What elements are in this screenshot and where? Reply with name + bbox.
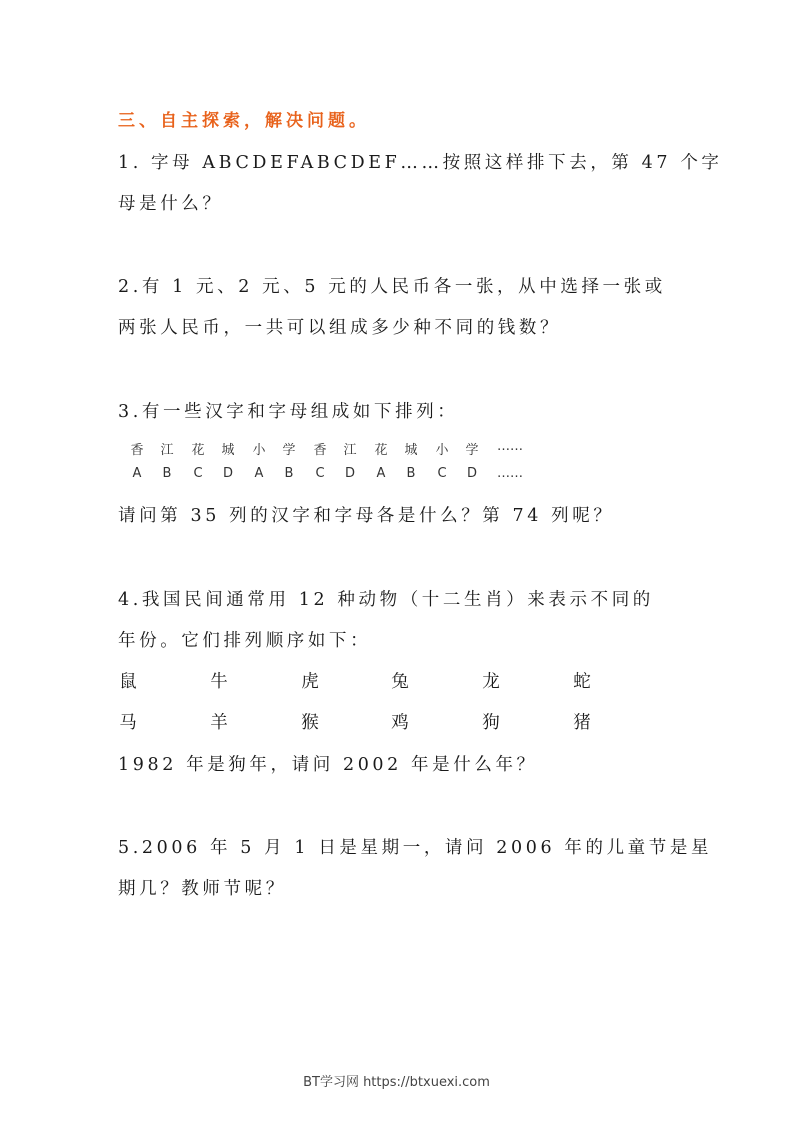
sequence-cell: 江	[160, 443, 174, 458]
question-1-line-2: 母是什么？	[118, 194, 224, 214]
question-3-line-2: 请问第 35 列的汉字和字母各是什么？第 74 列呢？	[118, 506, 615, 526]
sequence-cell: 香	[130, 443, 144, 458]
sequence-cell: A	[132, 466, 142, 481]
question-3-line-1: 3.有一些汉字和字母组成如下排列：	[118, 402, 459, 422]
sequence-cell: 花	[374, 443, 388, 458]
zodiac-animal: 马	[119, 713, 137, 733]
sequence-cell: A	[376, 466, 386, 481]
sequence-cell: 小	[252, 443, 266, 458]
zodiac-animal: 猪	[573, 713, 591, 733]
sequence-cell: B	[406, 466, 416, 481]
sequence-cell: C	[193, 466, 203, 481]
sequence-cell: 学	[465, 443, 479, 458]
sequence-ellipsis: ……	[497, 439, 523, 454]
zodiac-animal: 虎	[301, 672, 319, 692]
sequence-cell: 小	[435, 443, 449, 458]
question-1-line-1: 1. 字母 ABCDEFABCDEF……按照这样排下去，第 47 个字	[118, 153, 723, 173]
zodiac-animal: 鸡	[391, 713, 409, 733]
sequence-cell: D	[222, 466, 234, 481]
sequence-cell: B	[284, 466, 294, 481]
question-4-line-3: 1982 年是狗年，请问 2002 年是什么年？	[118, 755, 538, 775]
sequence-cell: C	[315, 466, 325, 481]
sequence-cell: 香	[313, 443, 327, 458]
zodiac-animal: 兔	[391, 672, 409, 692]
zodiac-animal: 牛	[210, 672, 228, 692]
sequence-cell: 城	[404, 443, 418, 458]
zodiac-animal: 羊	[210, 713, 228, 733]
zodiac-animal: 猴	[301, 713, 319, 733]
zodiac-animal: 狗	[482, 713, 500, 733]
question-2-line-1: 2.有 1 元、2 元、5 元的人民币各一张，从中选择一张或	[118, 277, 666, 297]
question-5-line-2: 期几？教师节呢？	[118, 879, 287, 899]
sequence-cell: 江	[343, 443, 357, 458]
sequence-cell: 花	[191, 443, 205, 458]
sequence-cell: 学	[282, 443, 296, 458]
question-4-line-1: 4.我国民间通常用 12 种动物（十二生肖）来表示不同的	[118, 590, 654, 610]
sequence-cell: D	[344, 466, 356, 481]
zodiac-animal: 蛇	[573, 672, 591, 692]
sequence-cell: C	[437, 466, 447, 481]
question-4-line-2: 年份。它们排列顺序如下：	[118, 631, 372, 651]
section-title: 三、自主探索，解决问题。	[118, 111, 370, 131]
question-5-line-1: 5.2006 年 5 月 1 日是星期一，请问 2006 年的儿童节是星	[118, 838, 713, 858]
footer-watermark: BT学习网 https://btxuexi.com	[303, 1075, 490, 1090]
sequence-ellipsis: ……	[497, 466, 523, 481]
sequence-cell: D	[466, 466, 478, 481]
sequence-cell: 城	[221, 443, 235, 458]
zodiac-animal: 鼠	[119, 672, 137, 692]
question-2-line-2: 两张人民币，一共可以组成多少种不同的钱数？	[118, 318, 562, 338]
sequence-cell: A	[254, 466, 264, 481]
zodiac-animal: 龙	[482, 672, 500, 692]
sequence-cell: B	[162, 466, 172, 481]
